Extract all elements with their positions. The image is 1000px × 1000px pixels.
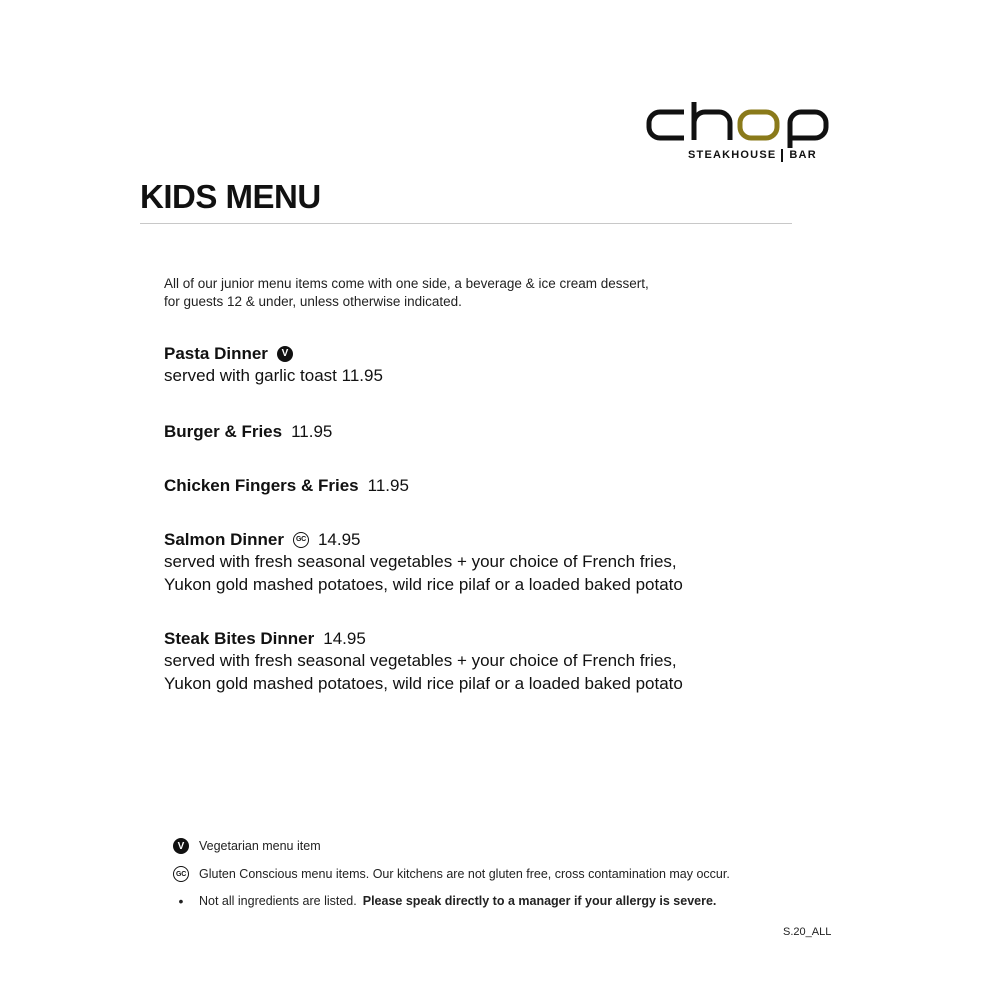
item-name: Chicken Fingers & Fries: [164, 476, 359, 495]
item-description: served with fresh seasonal vegetables + your choice of French fries,: [164, 651, 677, 670]
gluten-conscious-icon: GC: [293, 532, 309, 548]
item-price: 14.95: [317, 530, 361, 549]
chop-wordmark: [640, 102, 830, 148]
logo-divider: [781, 149, 783, 162]
intro-text: [164, 275, 724, 311]
intro-line: for guests 12 & under, unless otherwise indicated.: [164, 294, 462, 309]
item-name: Steak Bites Dinner: [164, 629, 315, 648]
legend-vegetarian: [172, 838, 812, 854]
menu-item-burger-fries: [164, 421, 804, 443]
item-name: Pasta Dinner: [164, 344, 268, 363]
item-description: Yukon gold mashed potatoes, wild rice pilaf or a loaded baked potato: [164, 673, 683, 693]
gluten-conscious-icon: GC: [173, 866, 189, 882]
menu-item-chicken-fingers-fries: [164, 475, 804, 497]
legend-text: Vegetarian menu item: [199, 839, 321, 853]
legend-text: Not all ingredients are listed.: [199, 894, 357, 908]
page-title: KIDS MENU: [140, 178, 321, 215]
bullet-icon: •: [178, 893, 184, 909]
legend-gluten-conscious: [172, 866, 812, 882]
vegetarian-icon: V: [277, 346, 293, 362]
item-name: Salmon Dinner: [164, 530, 284, 549]
item-description: served with fresh seasonal vegetables + your choice of French fries,: [164, 552, 677, 571]
item-price: 14.95: [323, 629, 366, 648]
menu-item-pasta-dinner: [164, 343, 804, 388]
legend-allergy-note: [172, 894, 812, 908]
menu-item-salmon-dinner: [164, 529, 804, 596]
vegetarian-icon: V: [173, 838, 189, 854]
legend-allergy-warning: Please speak directly to a manager if your allergy is severe.: [362, 894, 717, 908]
item-price: 11.95: [291, 422, 333, 441]
item-description: Yukon gold mashed potatoes, wild rice pilaf or a loaded baked potato: [164, 574, 683, 594]
logo-subtitle: [688, 148, 817, 162]
intro-line: All of our junior menu items come with one side, a beverage & ice cream dessert,: [164, 276, 649, 291]
title-divider: [140, 223, 792, 224]
menu-code: S.20_ALL: [783, 926, 832, 938]
menu-item-steak-bites-dinner: [164, 628, 804, 695]
logo-sub-steakhouse: STEAKHOUSE: [688, 149, 777, 161]
legend-text: Gluten Conscious menu items. Our kitchens are not gluten free, cross contamination may occur.: [199, 867, 730, 881]
item-description: served with garlic toast 11.95: [164, 366, 383, 385]
item-name: Burger & Fries: [164, 422, 283, 441]
item-price: 11.95: [367, 476, 409, 495]
logo-sub-bar: BAR: [789, 149, 817, 161]
